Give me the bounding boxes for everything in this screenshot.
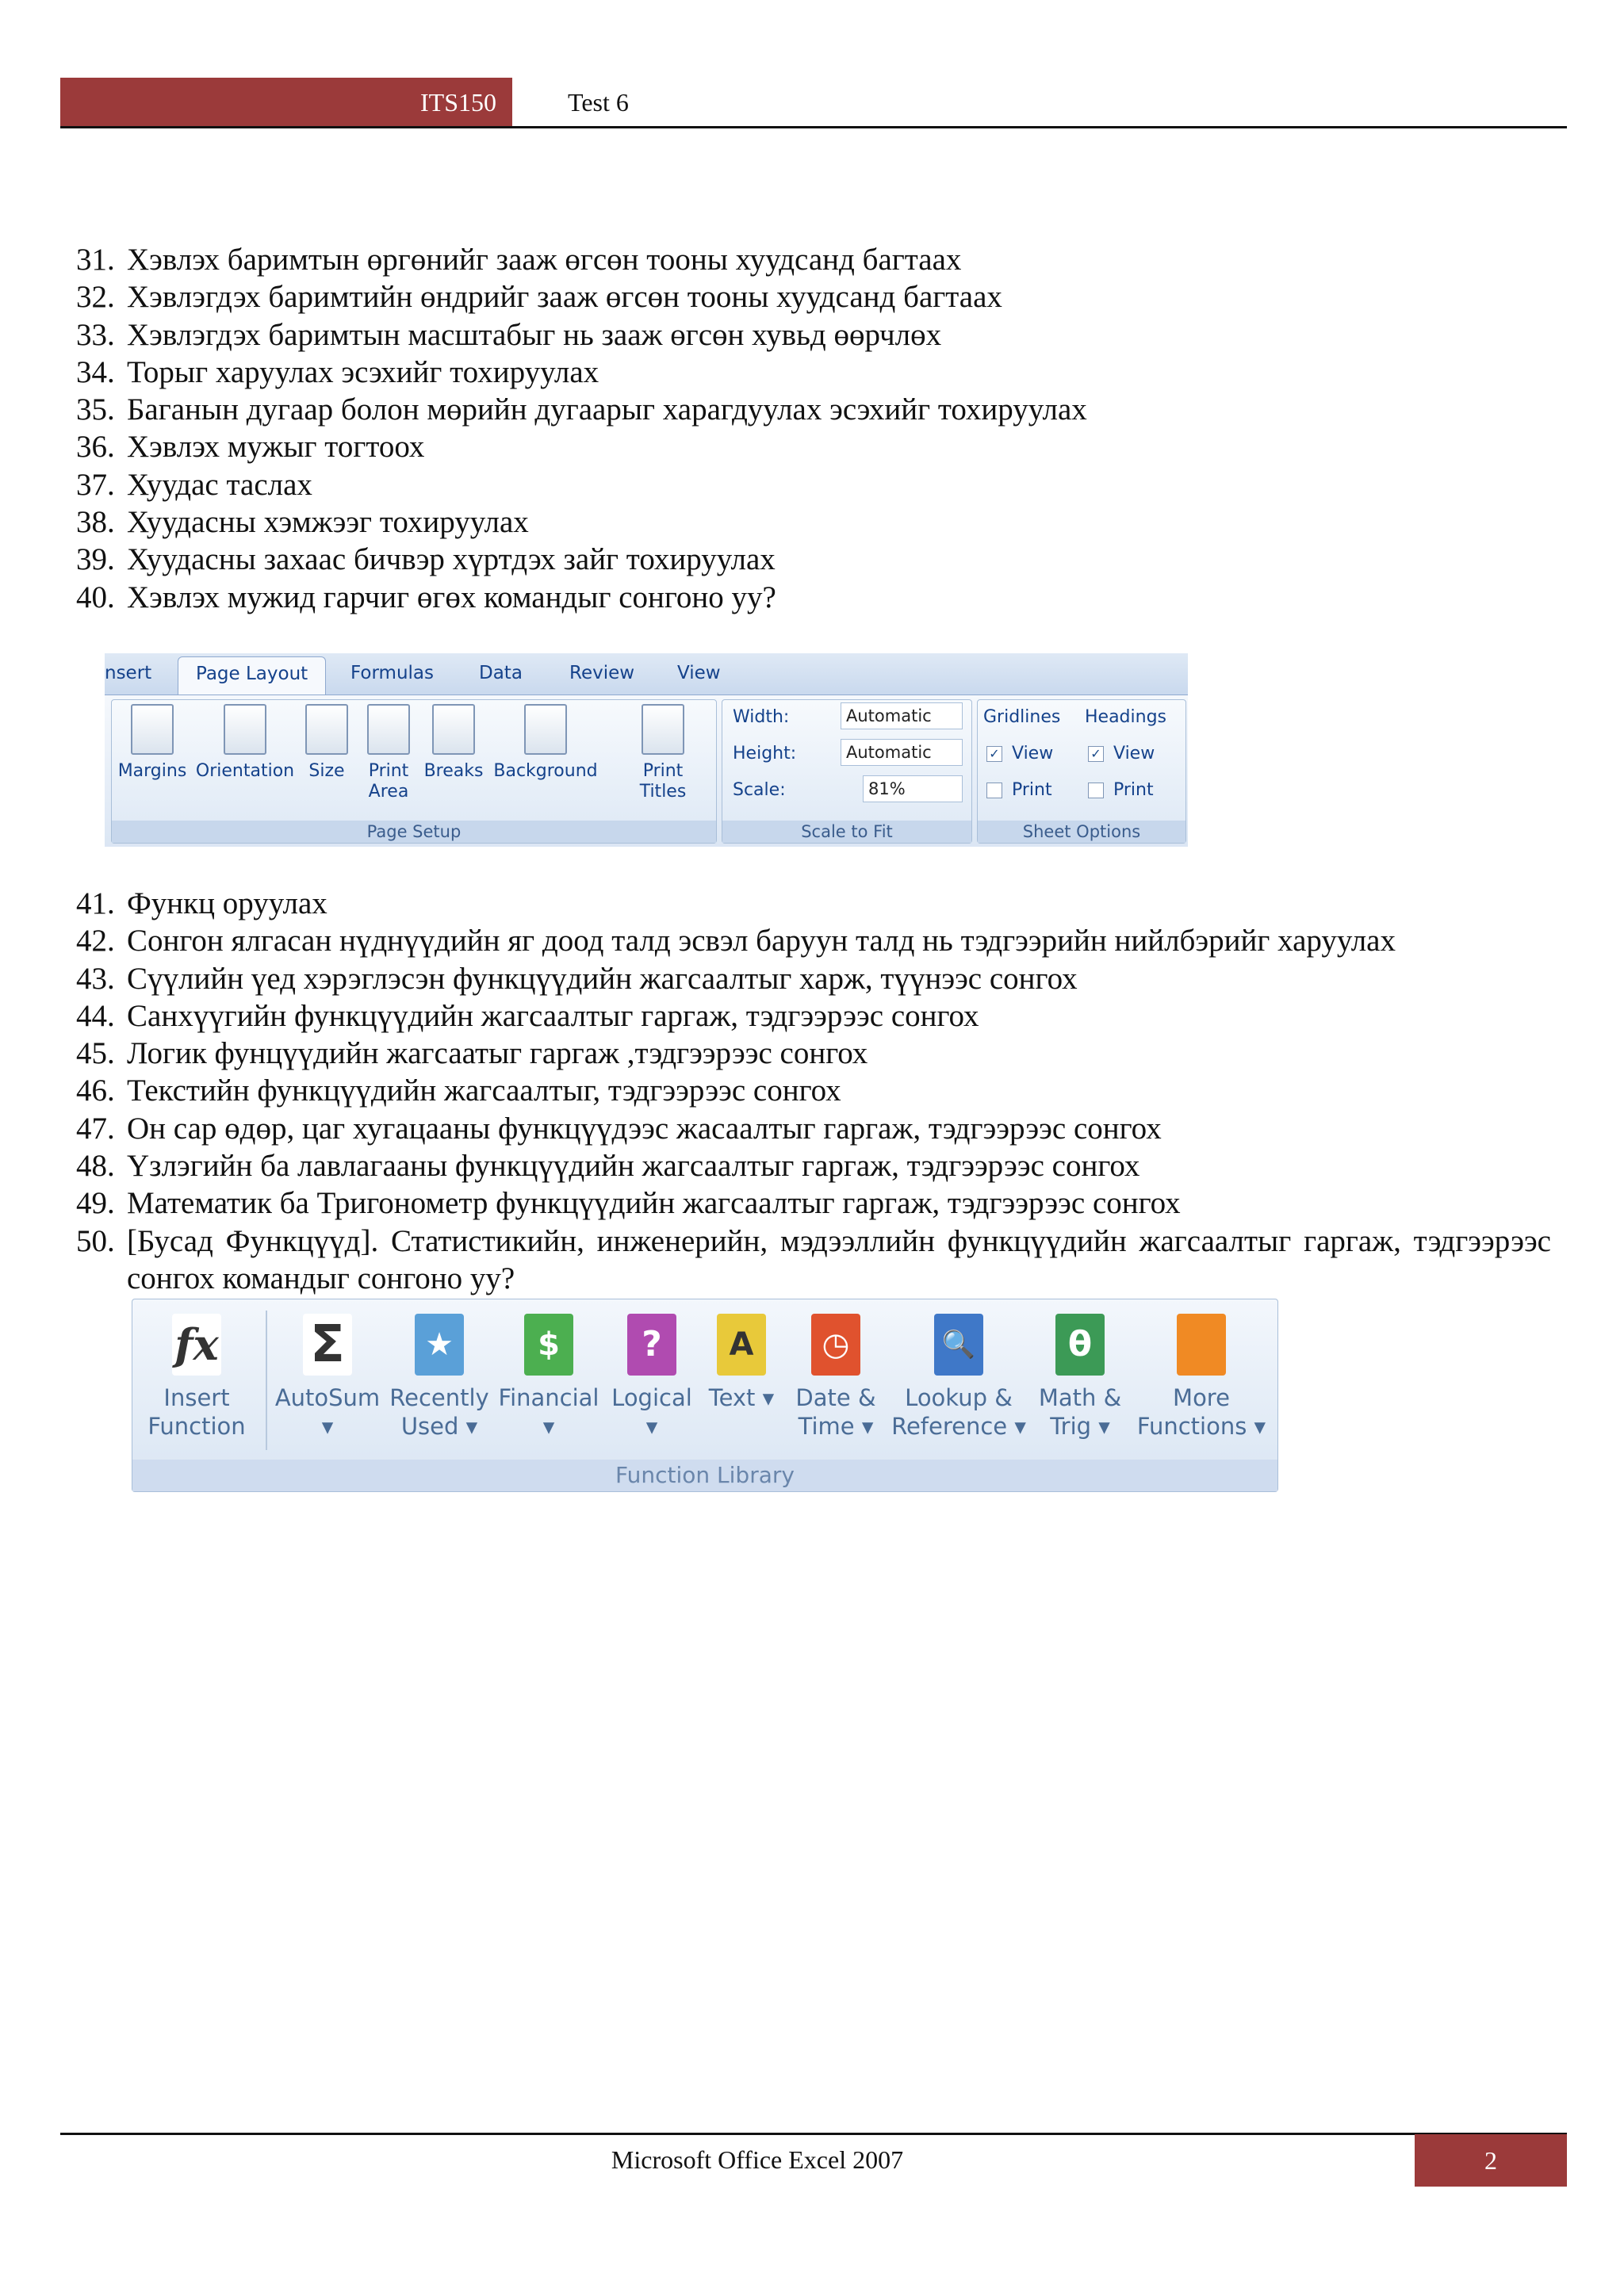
width-label: Width: [733,707,790,727]
checked-icon: ✓ [1088,746,1104,762]
question-number: 34. [76,354,115,389]
autosum-label: AutoSum ▾ [274,1384,381,1440]
page-layout-ribbon-image [105,653,1188,847]
question-number: 45. [76,1036,115,1071]
question-number: 47. [76,1111,115,1146]
question-34 [76,354,1551,391]
size-button[interactable] [301,704,352,782]
question-48 [76,1147,1551,1184]
question-number: 35. [76,392,115,427]
print-area-icon [367,704,410,755]
question-36 [76,428,1551,465]
margins-label: Margins [117,761,187,781]
question-text: Текстийн функцүүдийн жагсаалтыг, тэдгээрээс сонгох [127,1073,841,1108]
logical-book-icon: ? [627,1314,676,1376]
headings-label: Headings [1085,707,1167,727]
question-list-41-50 [76,885,1551,1297]
question-number: 38. [76,505,115,540]
ribbon-separator [266,1311,267,1450]
more-functions-button[interactable] [1133,1314,1270,1441]
tab-formulas[interactable]: Formulas [350,663,434,683]
orientation-label: Orientation [195,761,295,781]
question-text: Хэвлэх баримтын өргөнийг зааж өгсөн тооны хуудсанд багтаах [127,243,962,277]
question-38 [76,503,1551,541]
question-33 [76,316,1551,354]
tab-page-layout[interactable]: Page Layout [178,656,326,695]
question-text: Хэвлэх мужыг тогтоох [127,430,425,465]
question-text: Үзлэгийн ба лавлагааны функцүүдийн жагсаалтыг гаргаж, тэдгээрээс сонгох [127,1149,1140,1184]
insert-function-label: Insert Function [147,1384,246,1440]
question-31 [76,241,1551,278]
width-dropdown[interactable]: Automatic [841,702,963,729]
question-number: 43. [76,961,115,996]
question-text: Хуудасны хэмжээг тохируулах [127,505,529,540]
gridlines-label: Gridlines [983,707,1061,727]
date-time-button[interactable] [784,1314,887,1441]
header-rule [60,126,1567,128]
course-code: ITS150 [420,88,496,117]
recently-used-button[interactable] [386,1314,492,1441]
question-number: 36. [76,430,115,465]
financial-label: Financial ▾ [498,1384,599,1440]
question-text: Математик ба Тригонометр функцүүдийн жагсаалтыг гаргаж, тэдгээрээс сонгох [127,1186,1181,1221]
question-text: Хэвлэгдэх баримтын масштабыг нь зааж өгсөн хувьд өөрчлөх [127,317,942,352]
ribbon-tab-bar [105,653,1188,695]
question-40 [76,579,1551,616]
question-number: 31. [76,243,115,277]
lookup-reference-label: Lookup & Reference ▾ [891,1384,1026,1440]
sigma-icon: Σ [303,1314,352,1376]
height-label: Height: [733,744,797,763]
math-trig-label: Math & Trig ▾ [1038,1384,1122,1440]
headings-print-checkbox[interactable] [1088,780,1154,800]
logical-button[interactable] [605,1314,699,1441]
tab-view[interactable]: View [677,663,721,683]
gridlines-view-checkbox[interactable] [986,744,1053,763]
text-label: Text ▾ [708,1384,775,1411]
checked-icon: ✓ [986,746,1002,762]
gridlines-print-label: Print [1012,780,1052,800]
more-book-icon [1177,1314,1226,1376]
question-number: 33. [76,317,115,352]
question-text: Хэвлэх мужид гарчиг өгөх командыг сонгоно уу? [127,580,776,614]
headings-view-checkbox[interactable] [1088,744,1155,763]
autosum-button[interactable] [272,1314,383,1441]
question-44 [76,997,1551,1035]
background-label: Background [493,761,598,781]
question-41 [76,885,1551,922]
print-area-label: Print Area [368,761,409,802]
question-number: 37. [76,467,115,502]
question-text: Хуудасны захаас бичвэр хүртдэх зайг тохируулах [127,542,776,577]
recent-book-icon: ★ [415,1314,464,1376]
question-text: Хэвлэгдэх баримтийн өндрийг зааж өгсөн тооны хуудсанд багтаах [127,280,1002,315]
margins-icon [131,704,174,755]
question-43 [76,960,1551,997]
headings-print-label: Print [1113,780,1154,800]
footer-title: Microsoft Office Excel 2007 [611,2145,904,2174]
logical-label: Logical ▾ [611,1384,692,1440]
date-time-label: Date & Time ▾ [795,1384,876,1440]
group-label-page-setup: Page Setup [112,821,716,843]
question-47 [76,1110,1551,1147]
tab-insert[interactable]: nsert [105,663,152,683]
lookup-book-icon: 🔍 [934,1314,983,1376]
size-icon [305,704,348,755]
question-text: Сүүлийн үед хэрэглэсэн функцүүдийн жагсаалтыг харж, түүнээс сонгох [127,961,1078,996]
question-number: 44. [76,998,115,1033]
unchecked-icon [1088,783,1104,798]
insert-function-button[interactable] [137,1314,256,1441]
headings-view-label: View [1113,744,1155,763]
financial-button[interactable] [496,1314,602,1441]
orientation-icon [224,704,266,755]
orientation-button[interactable] [192,704,298,782]
print-titles-label: Print Titles [639,761,687,802]
question-text: Хуудас таслах [127,467,312,502]
test-title: Test 6 [568,88,629,117]
question-text: Он сар өдөр, цаг хугацааны функцүүдээс жасаалтыг гаргаж, тэдгээрээс сонгох [127,1111,1162,1146]
text-book-icon: A [717,1314,766,1376]
question-number: 40. [76,580,115,614]
print-titles-icon [642,704,684,755]
question-49 [76,1184,1551,1222]
question-text: [Бусад Функцүүд]. Статистикийн, инженерийн, мэдээллийн функцүүдийн жагсаалтыг гаргаж, тэдгээрээс сонгох командыг сонгоно уу? [127,1223,1551,1295]
breaks-icon [432,704,475,755]
unchecked-icon [986,783,1002,798]
math-trig-button[interactable] [1030,1314,1130,1441]
datetime-book-icon: ◷ [811,1314,860,1376]
footer-rule [60,2133,1567,2135]
question-number: 49. [76,1186,115,1221]
question-number: 32. [76,280,115,315]
scale-stepper[interactable]: 81% [863,775,963,802]
function-library-ribbon-image [132,1299,1278,1492]
margins-button[interactable] [116,704,189,782]
print-titles-button[interactable] [631,704,695,802]
question-text: Логик фунцүүдийн жагсаатыг гаргаж ,тэдгээрээс сонгох [127,1036,868,1071]
gridlines-print-checkbox[interactable] [986,780,1052,800]
fx-icon: fx [172,1314,221,1376]
question-45 [76,1035,1551,1072]
question-number: 48. [76,1149,115,1184]
tab-review[interactable]: Review [569,663,635,683]
scale-label: Scale: [733,780,786,800]
question-number: 42. [76,924,115,959]
gridlines-view-label: View [1012,744,1054,763]
question-number: 50. [76,1223,115,1258]
question-39 [76,541,1551,578]
group-label-sheet-options: Sheet Options [978,821,1185,843]
height-dropdown[interactable]: Automatic [841,739,963,766]
question-text: Торыг харуулах эсэхийг тохируулах [127,354,599,389]
question-42 [76,922,1551,959]
question-number: 39. [76,542,115,577]
question-text: Функц оруулах [127,886,327,920]
question-text: Баганын дугаар болон мөрийн дугаарыг харагдуулах эсэхийг тохируулах [127,392,1087,427]
question-35 [76,391,1551,428]
print-area-button[interactable] [358,704,419,802]
question-37 [76,466,1551,503]
tab-data[interactable]: Data [479,663,523,683]
math-book-icon: θ [1055,1314,1105,1376]
size-label: Size [308,761,345,781]
breaks-label: Breaks [423,761,484,781]
background-button[interactable] [488,704,603,782]
question-46 [76,1072,1551,1109]
more-functions-label: More Functions ▾ [1136,1384,1266,1440]
group-label-scale-to-fit: Scale to Fit [722,821,971,843]
question-text: Санхүүгийн функцүүдийн жагсаалтыг гаргаж, тэдгээрээс сонгох [127,998,979,1033]
question-number: 41. [76,886,115,920]
question-32 [76,278,1551,316]
question-text: Сонгон ялгасан нүднүүдийн яг доод талд эсвэл баруун талд нь тэдгээрийн нийлбэрийг харуулах [127,924,1396,959]
question-list-31-40 [76,241,1551,616]
text-button[interactable] [703,1314,779,1412]
lookup-reference-button[interactable] [889,1314,1028,1441]
question-50 [76,1223,1551,1298]
page-number: 2 [1415,2134,1567,2187]
background-icon [524,704,567,755]
financial-book-icon: $ [524,1314,573,1376]
group-label-function-library: Function Library [132,1460,1277,1491]
question-number: 46. [76,1073,115,1108]
recently-used-label: Recently Used ▾ [389,1384,489,1440]
breaks-button[interactable] [422,704,485,782]
